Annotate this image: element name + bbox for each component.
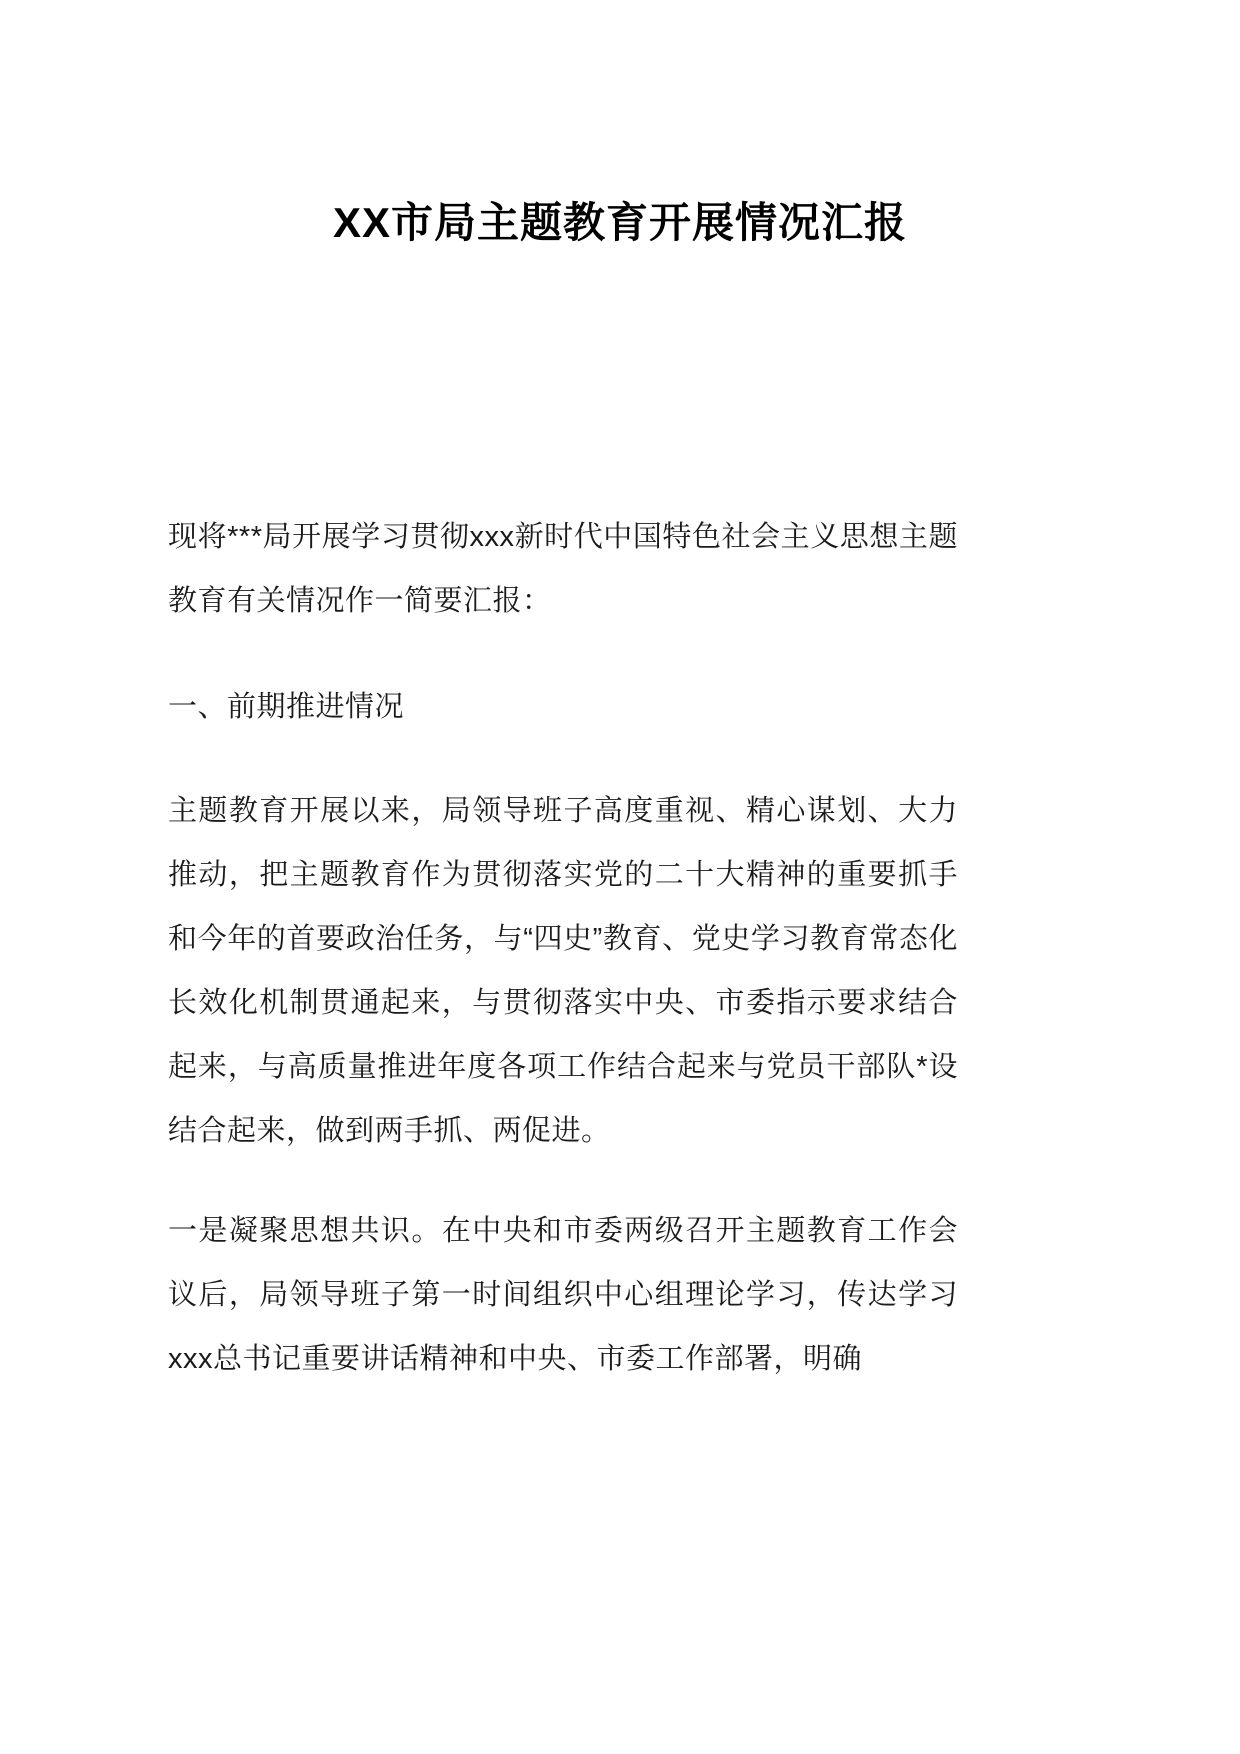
paragraph-intro: 现将***局开展学习贯彻xxx新时代中国特色社会主义思想主题教育有关情况作一简要汇报：: [168, 521, 958, 617]
section-heading-1: 一、前期推进情况: [168, 691, 405, 723]
page-title: XX市局主题教育开展情况汇报: [332, 199, 908, 247]
document-body: [168, 505, 958, 1391]
paragraph-section1-2: 一是凝聚思想共识。在中央和市委两级召开主题教育工作会议后，局领导班子第一时间组织中心组理论学习，传达学习xxx总书记重要讲话精神和中央、市委工作部署，明确: [168, 1215, 958, 1375]
paragraph-section1-1: 主题教育开展以来，局领导班子高度重视、精心谋划、大力推动，把主题教育作为贯彻落实党的二十大精神的重要抓手和今年的首要政治任务，与“四史”教育、党史学习教育常态化长效化机制贯通起来，与贯彻落实中央、市委指示要求结合起来，与高质量推进年度各项工作结合起来与党员干部队*设结合起来，做到两手抓、两促进。: [168, 795, 958, 1147]
